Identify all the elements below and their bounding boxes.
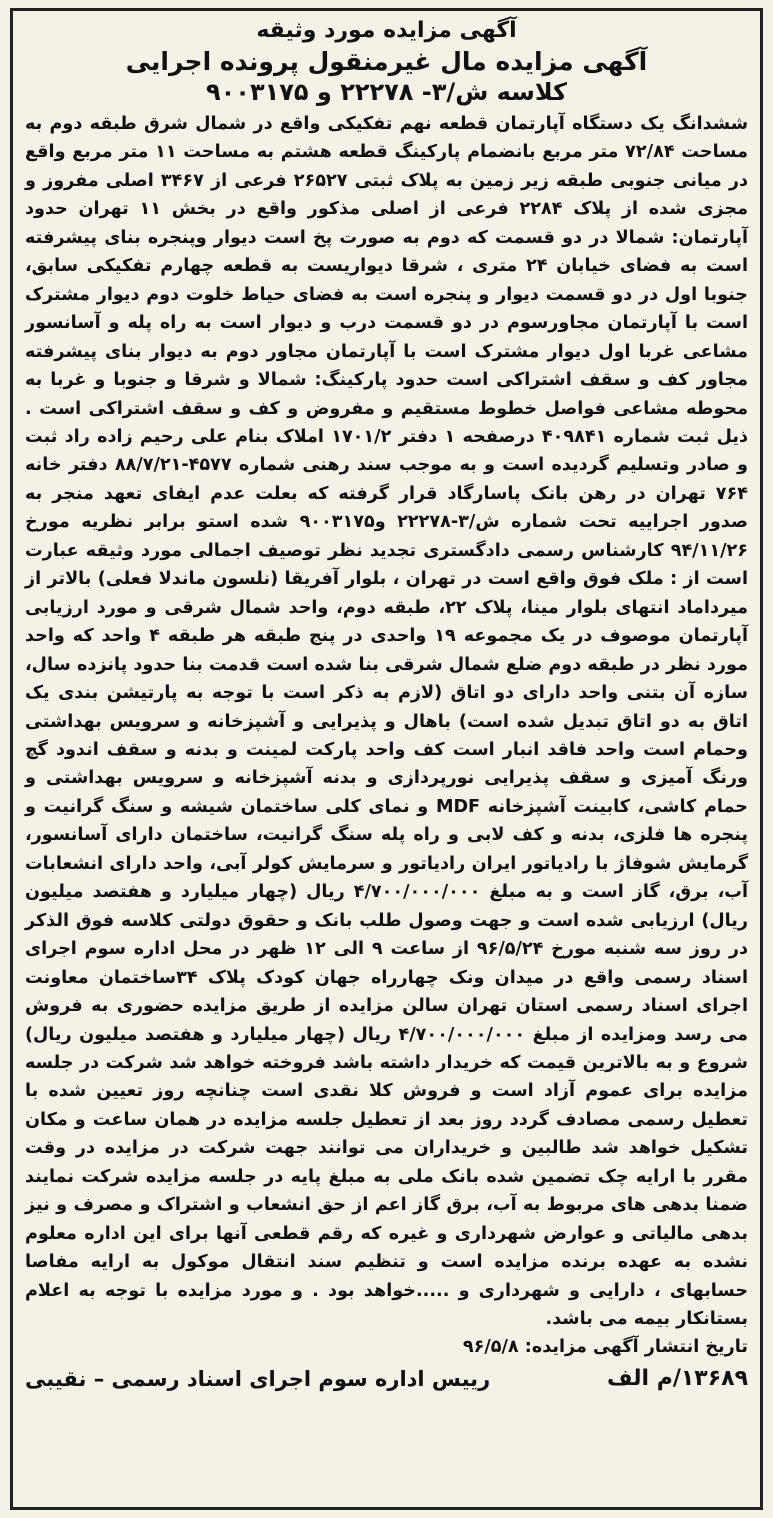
notice-body: ششدانگ یک دستگاه آپارتمان قطعه نهم تفکیکی واقع در شمال شرق طبقه دوم به مساحت ۷۲/۸۴ متر مربع بانضمام پارکینگ قطعه هشتم به مساحت ۱۱ متر مربع واقع در میانی جنوبی طبقه زیر زمین به پلاک ثبتی ۲۶۵۲۷ فرعی از ۳۴۶۷ اصلی مفروز و مجزی شده از پلاک ۲۲۸۴ فرعی از اصلی مذکور واقع در بخش ۱۱ تهران حدود آپارتمان: شمالا در دو قسمت که دوم به صورت پخ است دیوار وپنجره بنای پیشرفته است به فضای خیابان ۲۴ متری ، شرقا دیواریست به قطعه چهارم تفکیکی سابق، جنوبا اول در دو قسمت دیوار و پنجره است به فضای حیاط خلوت دوم دیوار مشترک است با آپارتمان مجاورسوم در دو قسمت درب و دیوار است به راه پله و آسانسور مشاعی غربا اول دیوار مشترک است با آپارتمان مجاور دوم به دیوار بنای پیشرفته مجاور کف و سقف اشتراکی است حدود پارکینگ: شمالا و شرقا و جنوبا و غربا به محوطه مشاعی فواصل خطوط مستقیم و مفروض و کف و سقف اشتراکی است . ذیل ثبت شماره ۴۰۹۸۴۱ درصفحه ۱ دفتر ۱۷۰۱/۲ املاک بنام علی رحیم زاده راد ثبت و صادر وتسلیم گردیده است و به موجب سند رهنی شماره ۴۵۷۷-۸۸/۷/۲۱ دفتر خانه ۷۶۴ تهران در رهن بانک پاسارگاد قرار گرفته که بعلت عدم ایفای تعهد منجر به صدور اجراییه تحت شماره ش/۳-۲۲۲۷۸ و۹۰۰۳۱۷۵ شده استو برابر نظریه مورخ ۹۴/۱۱/۲۶ کارشناس رسمی دادگستری تجدید نظر توصیف اجمالی مورد وثیقه عبارت است از : ملک فوق واقع است در تهران ، بلوار آفریقا (نلسون ماندلا فعلی) بالاتر از میرداماد انتهای بلوار مینا، پلاک ۲۲، طبقه دوم، واحد شمال شرقی و مورد ارزیابی آپارتمان موصوف در یک مجموعه ۱۹ واحدی در پنج طبقه هر طبقه ۴ واحد که واحد مورد نظر در طبقه دوم ضلع شمال شرقی بنا شده است قدمت بنا حدود پانزده سال، سازه آن بتنی واحد دارای دو اتاق (لازم به ذکر است با توجه به پارتیشن بندی یک اتاق به دو اتاق تبدیل شده است) باهال و پذیرایی و آشپزخانه و سرویس بهداشتی وحمام است واحد فاقد انبار است کف واحد پارکت لمینت و بدنه و سقف اندود گچ ورنگ آمیزی و سقف پذیرایی نورپردازی و بدنه آشپزخانه و سرویس بهداشتی و حمام کاشی، کابینت آشپزخانه MDF و نمای کلی ساختمان شیشه و سنگ گرانیت و پنجره ها فلزی، بدنه و کف لابی و راه پله سنگ گرانیت، ساختمان دارای آسانسور، گرمایش شوفاژ با رادیاتور ایران رادیاتور و سرمایش کولر آبی، واحد دارای انشعابات آب، برق، گاز است و به مبلغ ۴/۷۰۰/۰۰۰/۰۰۰ ریال (چهار میلیارد و هفتصد میلیون ریال) ارزیابی شده است و جهت وصول طلب بانک و حقوق دولتی کلاسه فوق الذکر در روز سه شنبه مورخ ۹۶/۵/۲۴ از ساعت ۹ الی ۱۲ ظهر در محل اداره سوم اجرای اسناد رسمی واقع در میدان ونک چهارراه جهان کودک پلاک ۳۴ساختمان معاونت اجرای اسناد رسمی استان تهران سالن مزایده از طریق مزایده حضوری به فروش می رسد ومزایده از مبلغ ۴/۷۰۰/۰۰۰/۰۰۰ ریال (چهار میلیارد و هفتصد میلیون ریال) شروع و به بالاترین قیمت که خریدار داشته باشد فروخته خواهد شد شرکت در جلسه مزایده برای عموم آزاد است و فروش کلا نقدی است چنانچه روز تعیین شده با تعطیل رسمی مصادف گردد روز بعد از تعطیل جلسه مزایده در همان ساعت و مکان تشکیل خواهد شد طالبین و خریداران می توانند جهت شرکت در مزایده در وقت مقرر با ارایه چک تضمین شده بانک ملی به مبلغ پایه در جلسه مزایده شرکت نمایند ضمنا بدهی های مربوط به آب، برق گاز اعم از حق انشعاب و اشتراک و مصرف و نیز بدهی مالیاتی و عوارض شهرداری و غیره که رقم قطعی آنها برای این اداره معلوم نشده به عهده برنده مزایده است و تنظیم سند انتقال موکول به ارایه مفاصا حسابهای ، دارایی و شهرداری و .....خواهد بود . و مورد مزایده با توجه به اعلام بستانکار بیمه می باشد.	[25, 114, 749, 1330]
notice-heading	[25, 15, 748, 108]
signature: رییس اداره سوم اجرای اسناد رسمی – نقیبی	[25, 1366, 491, 1391]
heading-line-3: کلاسه ش/۳- ۲۲۲۷۸ و ۹۰۰۳۱۷۵	[206, 78, 567, 106]
notice-frame	[10, 8, 763, 1510]
notice-code: ۱۳۶۸۹/م الف	[607, 1365, 748, 1391]
publish-date: تاریخ انتشار آگهی مزایده: ۹۶/۵/۸	[462, 1337, 748, 1358]
heading-line-1: آگهی مزایده مورد وثیقه	[256, 18, 517, 43]
heading-line-2: آگهی مزایده مال غیرمنقول پرونده اجرایی	[125, 47, 648, 76]
notice-footer	[25, 1364, 748, 1394]
